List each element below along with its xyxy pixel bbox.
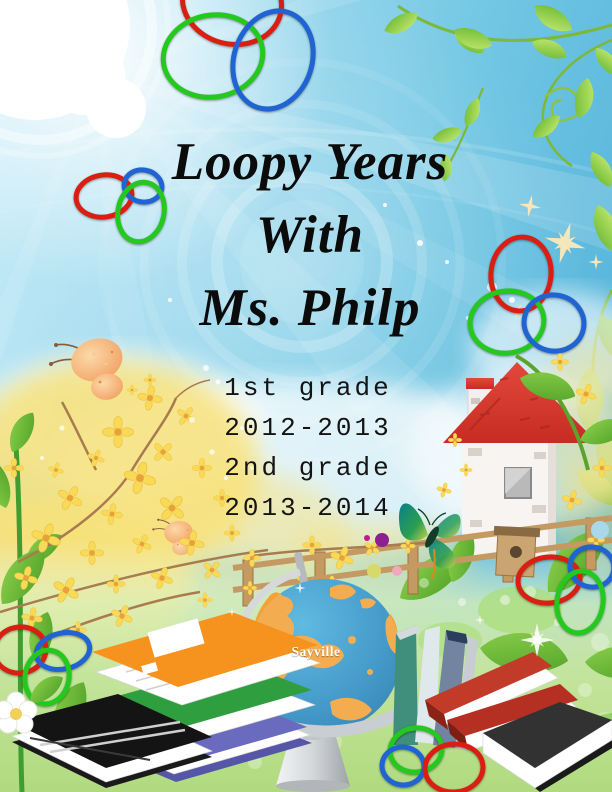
subtitle-line-1: 1st grade	[224, 373, 392, 403]
birdhouse	[492, 526, 541, 577]
globe-label: Sayville	[291, 644, 341, 659]
subtitle-line-2: 2012-2013	[224, 413, 392, 443]
title-line-1: Loopy Years	[171, 133, 449, 191]
page-title	[8, 126, 612, 345]
grade-years-subtitle	[4, 368, 612, 528]
title-line-2: With	[255, 206, 365, 264]
title-line-3: Ms. Philp	[199, 279, 421, 337]
subtitle-line-3: 2nd grade	[224, 453, 392, 483]
subtitle-line-4: 2013-2014	[224, 493, 392, 523]
